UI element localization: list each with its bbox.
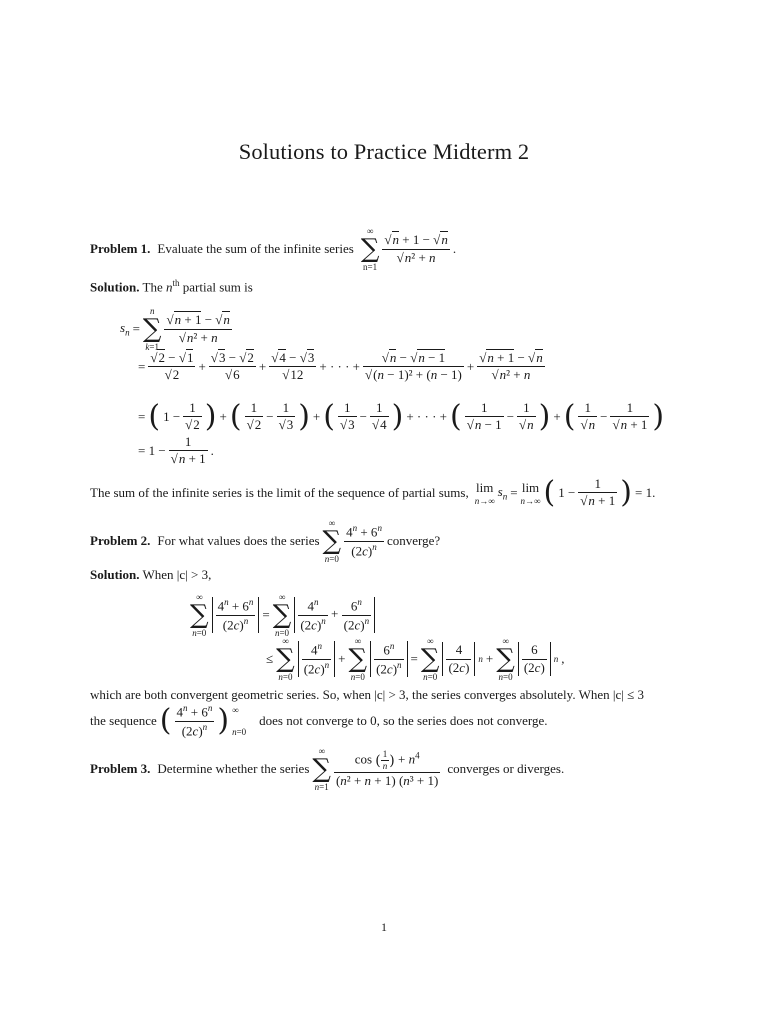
solution1-intro: Solution. The $n^{th}$ partial sum is — [90, 278, 253, 295]
solution2-para1: which are both convergent geometric series. So, when |c| > 3, the series converges absolutely. When |c| ≤ 3 — [90, 687, 644, 702]
page-number: 1 — [381, 920, 387, 934]
partial-sum-line-1: $s_n$ = n ∑ k=1 $\frac{√n + 1 - √n}{\text{√n² + n}}$ — [120, 306, 230, 352]
solution2-line-1: ∞ ∑ n=0 $\frac{4^n + 6^n}{(2c)^n}$ = ∞ ∑ n=0 $\frac{4^n}{(2c)^n}$ + $\frac{6^n}{(2c)^n}$ — [190, 592, 375, 638]
partial-sum-line-4: = 1 − $\frac{1}{√n + 1}$ . — [138, 434, 214, 467]
problem3-statement: Problem 3. Determine whether the series ∞ ∑ n=1 cos ( $\frac{1}{n}$ ) + $n^4$ (n² + n + 1) (n³ + 1) converges or diverges. — [90, 746, 565, 792]
partial-sum-line-2: = $\frac{√2 - √1}{√2}$ + $\frac{√3 - √2}{√6}$ + $\frac{√4 - √3}{√12}$ + · · · + $\frac{√n - √n - 1}{\text{√(n − 1)² + (n − 1)}}$ + $\frac{√n + 1 - √n}{\text{√n² + n}}$ — [138, 350, 543, 383]
problem1-sigma: ∞ ∑ n=1 — [360, 226, 380, 272]
problem1-series-fraction — [382, 232, 449, 266]
problem1-text: Evaluate the sum of the infinite series — [157, 241, 354, 256]
problem1-denominator: √n² + n — [382, 249, 449, 266]
solution2-intro: Solution. When |c| > 3, — [90, 567, 212, 582]
problem1-label: Problem 1. — [90, 241, 151, 256]
solution2-para2: the sequence ( $\frac{4^n + 6^n}{(2c)^n}$ ) ∞ n=0 does not converge to 0, so the series does not converge. — [90, 703, 548, 739]
problem1-numerator: √n + 1 − √n — [384, 232, 448, 248]
problem1-conclusion: The sum of the infinite series is the limit of the sequence of partial sums, lim n→∞ $s_n$ = lim n→∞ ( 1 − $\frac{1}{√n + 1}$ ) = 1. — [90, 474, 656, 510]
partial-sum-line-3: = ( 1 − $\frac{1}{√2}$ ) + ( $\frac{1}{√2}$ − $\frac{1}{√3}$ ) + ( $\frac{1}{√3}$ − $\frac{1}{√4}$ ) + · · · + ( $\frac{1}{√n - 1}$ − $\frac{1}{√n}$ ) + ( $\frac{1}{√n}$ − $\frac{1}{√n + 1}$ ) — [138, 398, 665, 434]
problem2-statement: Problem 2. For what values does the series ∞ ∑ n=0 $\frac{4^n + 6^n}{(2c)^n}$ converge? — [90, 518, 441, 564]
solution2-line-2: ≤ ∞ ∑ n=0 $\frac{4^n}{(2c)^n}$ + ∞ ∑ n=0 $\frac{6^n}{(2c)^n}$ = ∞ ∑ n=0 $\frac{4}{(2c)}$ n + ∞ ∑ n=0 $\frac{6}{(2c)}$ n , — [266, 636, 565, 682]
problem1-statement: Problem 1. Evaluate the sum of the infinite series ∞ ∑ n=1 $\frac{√n + 1 - √n}{\text{√n² + n}}$ . — [90, 226, 457, 272]
page-title: Solutions to Practice Midterm 2 — [238, 139, 530, 164]
